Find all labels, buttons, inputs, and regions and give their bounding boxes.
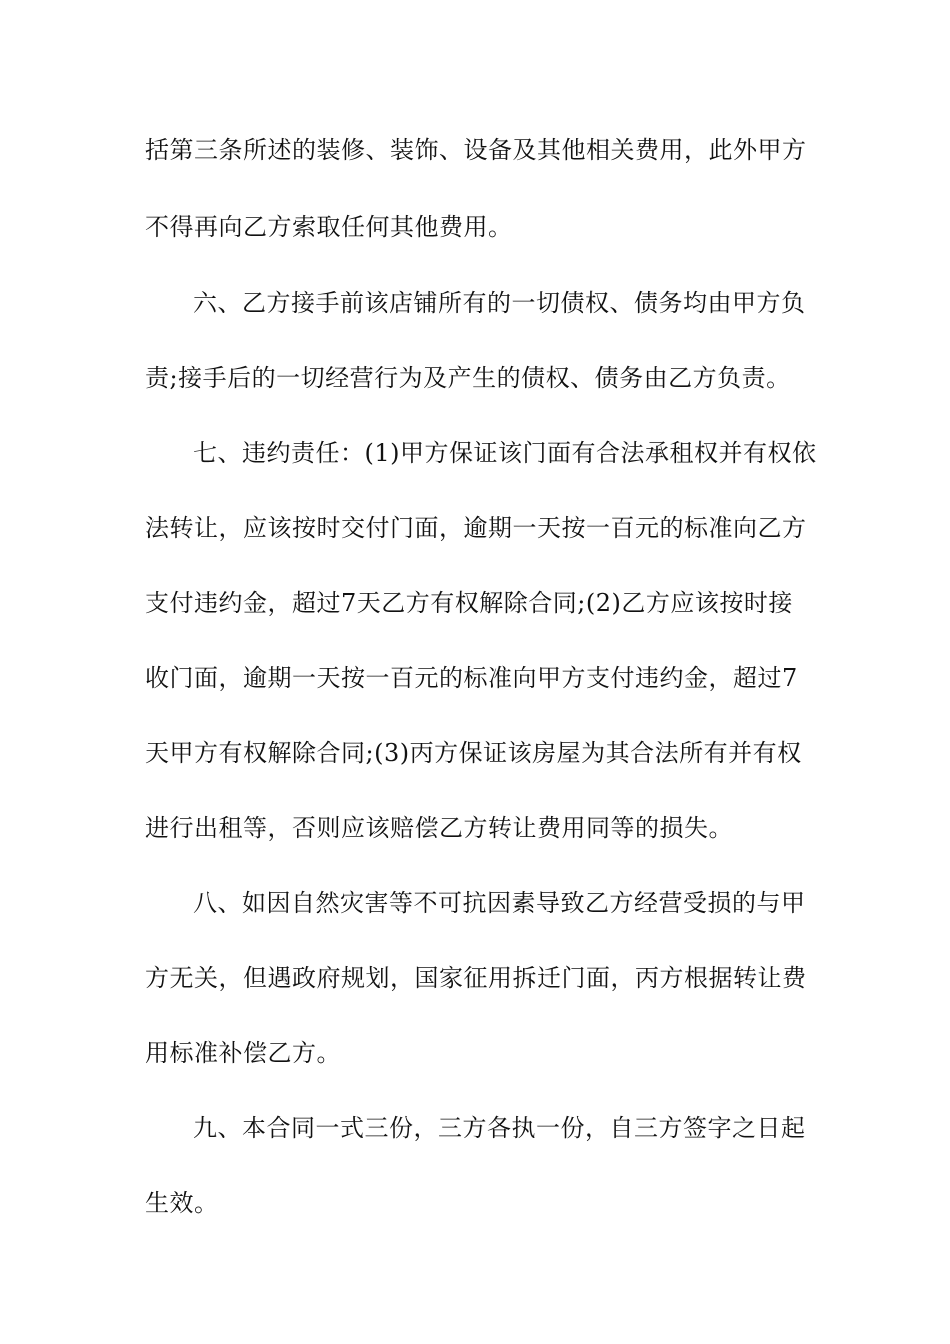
text-line: 收门面，逾期一天按一百元的标准向甲方支付违约金，超过7 <box>145 664 798 692</box>
paragraph-nine-start: 九、本合同一式三份，三方各执一份，自三方签字之日起 <box>193 1114 806 1142</box>
paragraph-six-start: 六、乙方接手前该店铺所有的一切债权、债务均由甲方负 <box>193 289 806 317</box>
paragraph-seven-start: 七、违约责任：(1)甲方保证该门面有合法承租权并有权依 <box>193 439 817 467</box>
text-line: 天甲方有权解除合同;(3)丙方保证该房屋为其合法所有并有权 <box>145 739 802 767</box>
text-line: 不得再向乙方索取任何其他费用。 <box>145 213 513 241</box>
text-line: 支付违约金，超过7天乙方有权解除合同;(2)乙方应该按时接 <box>145 589 793 617</box>
text-line: 括第三条所述的装修、装饰、设备及其他相关费用，此外甲方 <box>145 136 807 164</box>
text-line: 进行出租等，否则应该赔偿乙方转让费用同等的损失。 <box>145 814 733 842</box>
text-line: 责;接手后的一切经营行为及产生的债权、债务由乙方负责。 <box>145 364 791 392</box>
text-line: 法转让，应该按时交付门面，逾期一天按一百元的标准向乙方 <box>145 514 807 542</box>
text-line: 方无关，但遇政府规划，国家征用拆迁门面，丙方根据转让费 <box>145 964 807 992</box>
text-line: 用标准补偿乙方。 <box>145 1039 341 1067</box>
paragraph-eight-start: 八、如因自然灾害等不可抗因素导致乙方经营受损的与甲 <box>193 889 806 917</box>
text-line: 生效。 <box>145 1189 219 1217</box>
